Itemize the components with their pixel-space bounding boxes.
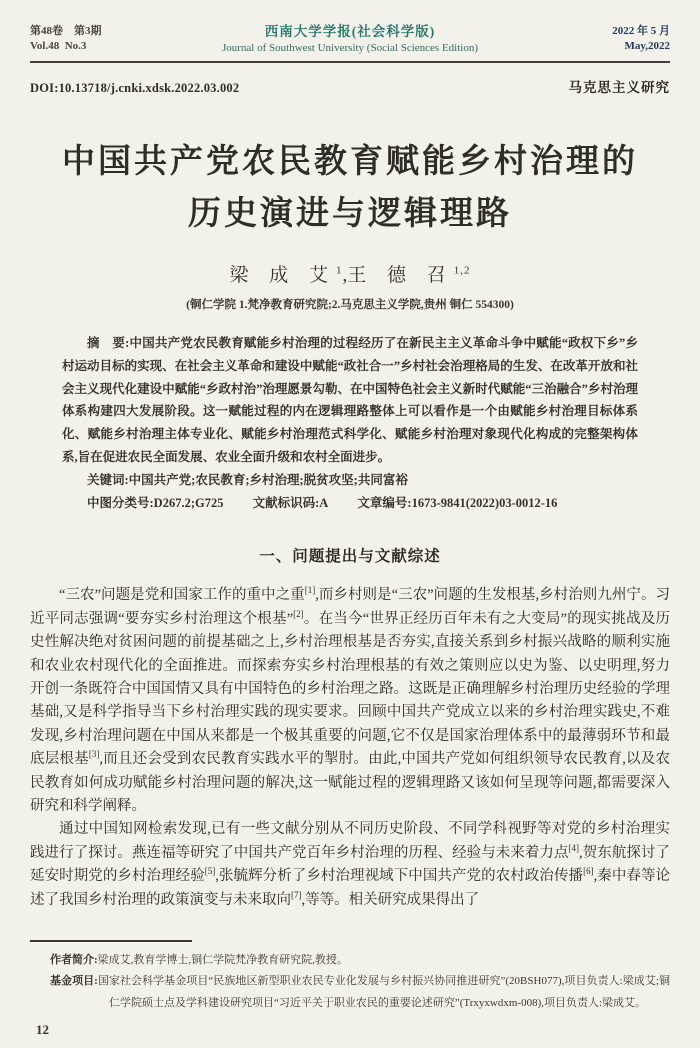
footnote-funding: 基金项目:国家社会科学基金项目“民族地区新型职业农民专业化发展与乡村振兴协同推进研究”(20BSH077),项目负责人:梁成艾;铜仁学院硕士点及学科建设研究项目“习近平关于职业农民的重要论述研究”(Trxyxwdxm-008),项目负责人:梁成艾。: [50, 975, 670, 1009]
journal-title-cn: 西南大学学报(社会科学版): [264, 24, 436, 39]
body-paragraph: “三农”问题是党和国家工作的重中之重[1],而乡村则是“三农”问题的生发根基,乡村治则九州宁。习近平同志强调“要夯实乡村治理这个根基”[2]。在当今“世界正经历百年未有之大变局”的现实挑战及历史性解决绝对贫困问题的前提基础之上,乡村治理根基是否夯实,直接关系到乡村振兴战略的顺利实施和农业农村现代化的全面推进。而探索夯实乡村治理根基的有效之策则应以史为鉴、以史明理,努力开创一条既符合中国国情又具有中国特色的乡村治理之路。这既是正确理解乡村治理历史经验的学理基础,又是科学指导当下乡村治理实践的现实要求。回顾中国共产党成立以来的乡村治理实践史,不难发现,乡村治理问题在中国从来都是一个极其重要的问题,它不仅是国家治理体系中的最薄弱环节和最底层根基[3],而且还会受到农民教育实践水平的掣肘。由此,中国共产党如何组织领导农民教育,以及农民教育如何成功赋能乡村治理问题的解决,这一赋能过程的逻辑理路又该如何呈现等问题,都需要深入研究和科学阐释。: [30, 585, 671, 815]
abstract-text: 中国共产党农民教育赋能乡村治理的过程经历了在新民主主义革命斗争中赋能“政权下乡”乡村运动目标的实现、在社会主义革命和建设中赋能“政社合一”乡村社会治理格局的生发、在改革开放和社会主义现代化建设中赋能“乡政村治”治理愿景勾勒、在中国特色社会主义新时代赋能“三治融合”乡村治理体系构建四大发展阶段。这一赋能过程的内在逻辑理路整体上可以看作是一个由赋能乡村治理目标体系化、赋能乡村治理主体专业化、赋能乡村治理范式科学化、赋能乡村治理对象现代化构成的完整架构体系,旨在促进农民全面发展、农业全面升级和农村全面进步。: [62, 336, 638, 464]
article-title-line2: 历史演进与逻辑理路: [188, 196, 512, 232]
article-title: [30, 136, 670, 240]
page-number: 12: [36, 1022, 49, 1037]
author-affiliation-mark: 1,2: [453, 264, 471, 277]
doi-text: DOI:10.13718/j.cnki.xdsk.2022.03.002: [30, 81, 240, 95]
abstract: [62, 332, 638, 469]
volume-issue-block: [30, 24, 180, 54]
volume-issue-en: Vol.48 No.3: [30, 40, 87, 52]
journal-title-en: Journal of Southwest University (Social Sciences Edition): [221, 42, 478, 54]
volume-issue-cn: 第48卷 第3期: [30, 25, 102, 37]
author-name: 王 德 召: [347, 265, 454, 286]
doi-row: [30, 76, 670, 96]
header-divider: [30, 61, 670, 63]
clc-number: 中图分类号:D267.2;G725: [87, 495, 224, 510]
footnote-author-bio: 作者简介:梁成艾,教育学博士,铜仁学院梵净教育研究院,教授。: [50, 953, 348, 966]
section-heading: 一、问题提出与文献综述: [259, 548, 441, 566]
body-paragraph: 通过中国知网检索发现,已有一些文献分别从不同历史阶段、不同学科视野等对党的乡村治理实践进行了探讨。燕连福等研究了中国共产党百年乡村治理的历程、经验与未来着力点[4],贺东航探讨了延安时期党的乡村治理经验[5],张毓辉分析了乡村治理视域下中国共产党的农村政治传播[6],秦中春等论述了我国乡村治理的政策演变与未来取向[7],等等。相关研究成果得出了: [30, 821, 671, 908]
classification-line: [62, 492, 638, 515]
keywords-text: 中国共产党;农民教育;乡村治理;脱贫攻坚;共同富裕: [128, 472, 408, 487]
footnote-divider: [30, 940, 192, 942]
issue-date-block: [520, 24, 670, 54]
author-separator: ,: [342, 265, 348, 286]
keywords: [62, 469, 638, 492]
author-line: [30, 260, 670, 287]
article-category-label: 马克思主义研究: [568, 80, 670, 95]
author-affiliation-mark: 1: [336, 264, 343, 277]
document-code: 文献标识码:A: [252, 495, 329, 510]
issue-date-cn: 2022 年 5 月: [612, 25, 670, 37]
abstract-label: 摘 要:: [87, 336, 130, 350]
issue-date-en: May,2022: [624, 40, 670, 52]
journal-title-block: [180, 24, 520, 56]
keywords-label: 关键词:: [87, 472, 129, 487]
author-name: 梁 成 艾: [229, 265, 336, 286]
affiliation: (铜仁学院 1.梵净教育研究院;2.马克思主义学院,贵州 铜仁 554300): [186, 299, 514, 311]
article-id: 文章编号:1673-9841(2022)03-0012-16: [357, 495, 558, 510]
article-body: [30, 584, 670, 912]
article-title-line1: 中国共产党农民教育赋能乡村治理的: [62, 144, 638, 180]
footnote-area: [30, 940, 670, 1015]
journal-header: [30, 0, 670, 56]
abstract-block: [62, 332, 638, 514]
